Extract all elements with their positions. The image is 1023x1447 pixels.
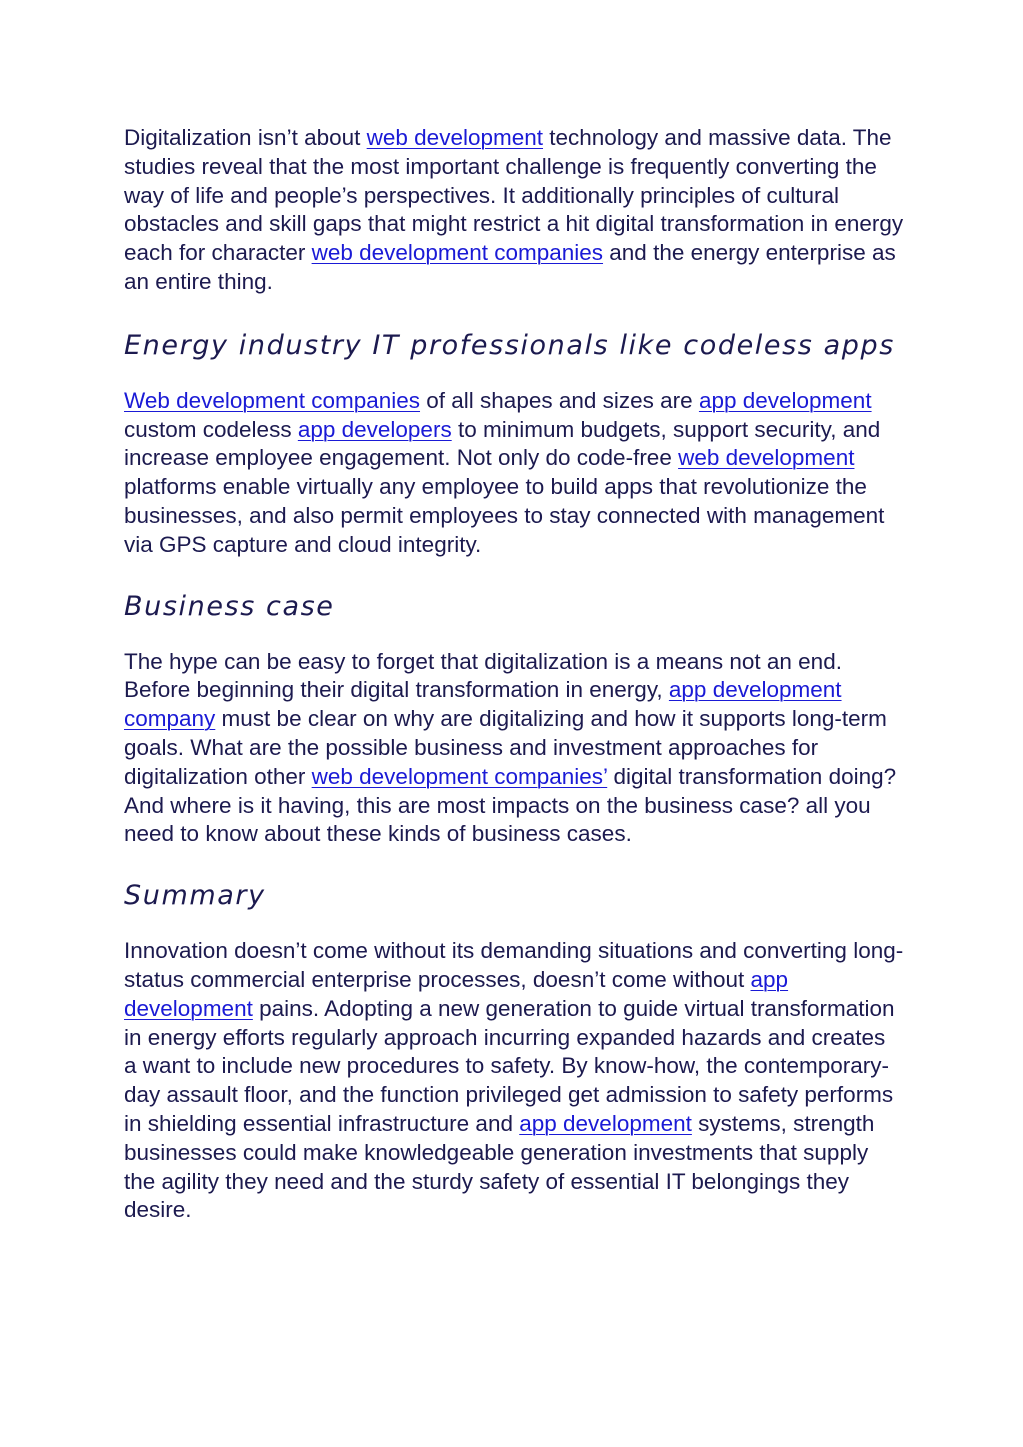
energy-paragraph xyxy=(124,387,904,560)
web-development-companies-link[interactable]: Web development companies xyxy=(124,387,421,413)
paragraph-text: pains. Adopting a new generation to guide virtual transformation in energy efforts regularly approach incurring expanded hazards and creates a want to include new procedures to safety. By know-how, the contemporary-day assault floor, and the function privileged get admission to safety performs in shielding essential infrastructure and xyxy=(124,995,895,1136)
document-page xyxy=(124,124,904,1225)
web-development-companies-link[interactable]: web development companies’ xyxy=(311,763,608,789)
app-development-link[interactable]: app development xyxy=(698,387,872,413)
paragraph-text: platforms enable virtually any employee to build apps that revolutionize the businesses, and also permit employees to stay connected with management via GPS capture and cloud integrity. xyxy=(124,474,885,557)
app-development-company-link[interactable]: app development company xyxy=(124,677,842,732)
paragraph-text: digital transformation doing? And where is it having, this are most impacts on the business case? all you need to know about these kinds of business cases. xyxy=(124,763,897,847)
app-development-link[interactable]: app development xyxy=(124,966,789,1021)
paragraph-text: Innovation doesn’t come without its demanding situations and converting long-status commercial enterprise processes, doesn’t come without xyxy=(124,938,904,992)
summary-paragraph xyxy=(124,937,904,1225)
paragraph-text: and the energy enterprise as an entire thing. xyxy=(124,240,896,294)
paragraph-text: to minimum budgets, support security, and increase employee engagement. Not only do code-free xyxy=(124,416,881,471)
heading-summary: Summary xyxy=(124,880,266,912)
intro-paragraph xyxy=(124,124,904,297)
paragraph-text: The hype can be easy to forget that digitalization is a means not an end. Before beginning their digital transformation in energy, xyxy=(124,648,842,703)
business-case-paragraph xyxy=(124,648,904,850)
app-developers-link[interactable]: app developers xyxy=(297,416,452,442)
paragraph-text: must be clear on why are digitalizing and how it supports long-term goals. What are the possible business and investment approaches for digitalization other xyxy=(124,706,887,789)
web-development-companies-link[interactable]: web development companies xyxy=(311,240,604,266)
paragraph-text: Digitalization isn’t about xyxy=(124,125,367,150)
web-development-link[interactable]: web development xyxy=(678,445,855,471)
paragraph-text: of all shapes and sizes are xyxy=(420,387,699,413)
paragraph-text: systems, strength businesses could make knowledgeable generation investments that supply the agility they need and the sturdy safety of essential IT belongings they desire. xyxy=(124,1110,875,1223)
web-development-link[interactable]: web development xyxy=(366,125,544,150)
heading-energy-industry: Energy industry IT professionals like codeless apps xyxy=(124,329,895,361)
paragraph-text: custom codeless xyxy=(124,416,298,442)
heading-business-case: Business case xyxy=(124,590,335,622)
paragraph-text: technology and massive data. The studies reveal that the most important challenge is frequently converting the way of life and people’s perspectives. It additionally principles of cultural obstacles and skill gaps that might restrict a hit digital transformation in energy each for character xyxy=(124,125,904,266)
app-development-link[interactable]: app development xyxy=(519,1110,692,1136)
